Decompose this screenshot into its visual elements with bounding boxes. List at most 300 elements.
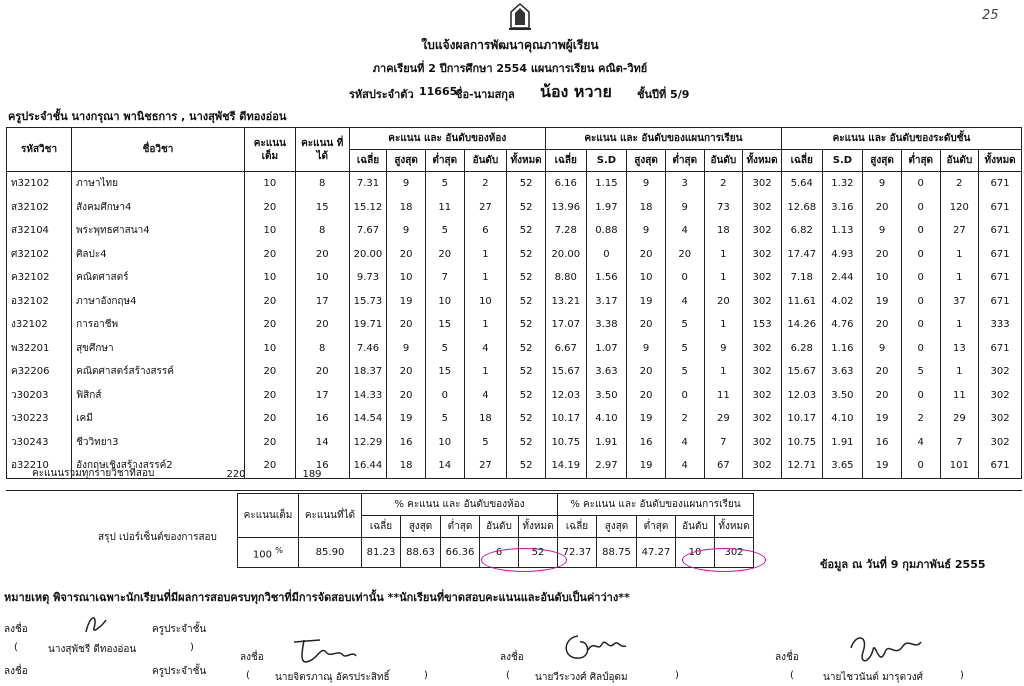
score-cell: 4 xyxy=(464,337,507,361)
subject-name: ฟิสิกส์ xyxy=(72,384,245,408)
subject-name: พระพุทธศาสนา4 xyxy=(72,219,245,243)
score-cell: 1 xyxy=(704,243,743,267)
subject-name: ชีววิทยา3 xyxy=(72,431,245,455)
score-cell: 9 xyxy=(704,337,743,361)
term-line: ภาคเรียนที่ 2 ปีการศึกษา 2554 แผนการเรียน คณิต-วิทย์ xyxy=(372,62,648,75)
score-cell: 1 xyxy=(464,243,507,267)
score-cell: 0 xyxy=(901,454,940,478)
subject-code: อ32210 xyxy=(7,454,72,478)
score-cell: 1.32 xyxy=(822,172,863,196)
score-cell: 18 xyxy=(464,407,507,431)
score-cell: 5 xyxy=(425,407,464,431)
score-cell: 4 xyxy=(901,431,940,455)
subject-code: ท32102 xyxy=(7,172,72,196)
subject-name: สังคมศึกษา4 xyxy=(72,196,245,220)
score-cell: 20.00 xyxy=(349,243,387,267)
table-row xyxy=(7,172,1022,196)
table-row xyxy=(7,431,1022,455)
score-cell: 10 xyxy=(244,219,295,243)
score-cell: 52 xyxy=(507,196,546,220)
score-cell: 302 xyxy=(743,219,782,243)
score-cell: 18 xyxy=(704,219,743,243)
col-subject-code: รหัสวิชา xyxy=(7,128,72,172)
score-cell: 17.07 xyxy=(545,313,586,337)
sum-sub-rank: อันดับ xyxy=(676,516,715,538)
paren-close: ) xyxy=(424,670,428,681)
score-cell: 302 xyxy=(979,360,1022,384)
subject-code: ค32206 xyxy=(7,360,72,384)
score-cell: 2 xyxy=(464,172,507,196)
score-cell: 671 xyxy=(979,290,1022,314)
score-cell: 1.16 xyxy=(822,337,863,361)
score-cell: 10.17 xyxy=(781,407,822,431)
score-cell: 6.67 xyxy=(545,337,586,361)
subject-name: อังกฤษเชิงสร้างสรรค์2 xyxy=(72,454,245,478)
score-cell: 4.10 xyxy=(822,407,863,431)
sum-sub-min: ต่ำสุด xyxy=(441,516,480,538)
score-cell: 29 xyxy=(704,407,743,431)
score-cell: 9 xyxy=(627,219,666,243)
table-row xyxy=(7,454,1022,478)
highlight-circle-room xyxy=(481,548,567,572)
teacher-1: นางสุพัชรี ดีทองอ่อน xyxy=(48,644,137,655)
summary-group-room: % คะแนน และ อันดับของห้อง xyxy=(362,494,558,516)
score-cell: 1 xyxy=(940,243,979,267)
score-cell: 6.82 xyxy=(781,219,822,243)
score-cell: 6 xyxy=(464,219,507,243)
score-cell: 3.63 xyxy=(822,360,863,384)
score-cell: 13 xyxy=(940,337,979,361)
score-cell: 27 xyxy=(940,219,979,243)
score-cell: 20 xyxy=(244,454,295,478)
score-cell: 671 xyxy=(979,243,1022,267)
group-level: คะแนน และ อันดับของระดับชั้น xyxy=(781,128,1021,150)
summary-got-value: 85.90 xyxy=(299,538,362,568)
score-cell: 17.47 xyxy=(781,243,822,267)
sign-label: ลงชื่อ xyxy=(775,652,799,663)
score-cell: 15.67 xyxy=(781,360,822,384)
sum-sub-avg: เฉลี่ย xyxy=(558,516,597,538)
score-cell: 11 xyxy=(425,196,464,220)
teacher-4: นายไชวนันต์ มารุตวงศ์ xyxy=(823,672,924,683)
table-row xyxy=(7,219,1022,243)
subject-name: ภาษาไทย xyxy=(72,172,245,196)
score-cell: 671 xyxy=(979,454,1022,478)
score-cell: 4 xyxy=(665,290,704,314)
subject-name: ศิลปะ4 xyxy=(72,243,245,267)
sub-avg: เฉลี่ย xyxy=(545,150,586,172)
score-cell: 20 xyxy=(387,243,426,267)
sub-total: ทั้งหมด xyxy=(743,150,782,172)
sub-min: ต่ำสุด xyxy=(665,150,704,172)
table-row xyxy=(7,384,1022,408)
paren-open: ( xyxy=(246,670,250,681)
data-date: ข้อมูล ณ วันที่ 9 กุมภาพันธ์ 2555 xyxy=(820,558,986,571)
sub-max: สูงสุด xyxy=(387,150,426,172)
score-cell: 7.46 xyxy=(349,337,387,361)
score-cell: 302 xyxy=(979,384,1022,408)
score-cell: 14.26 xyxy=(781,313,822,337)
sum-sub-avg: เฉลี่ย xyxy=(362,516,401,538)
score-cell: 0 xyxy=(586,243,627,267)
col-got-score: คะแนน ที่ได้ xyxy=(295,128,349,172)
score-cell: 20 xyxy=(387,360,426,384)
room-max: 88.63 xyxy=(401,538,441,568)
score-cell: 52 xyxy=(507,407,546,431)
subject-name: เคมี xyxy=(72,407,245,431)
score-cell: 13.96 xyxy=(545,196,586,220)
score-cell: 20 xyxy=(627,243,666,267)
score-cell: 10 xyxy=(244,266,295,290)
score-cell: 20 xyxy=(425,243,464,267)
score-cell: 4.02 xyxy=(822,290,863,314)
score-cell: 1 xyxy=(940,360,979,384)
score-cell: 20 xyxy=(244,431,295,455)
score-cell: 52 xyxy=(507,313,546,337)
score-cell: 20 xyxy=(244,360,295,384)
score-cell: 2.97 xyxy=(586,454,627,478)
score-cell: 3.50 xyxy=(822,384,863,408)
score-cell: 52 xyxy=(507,219,546,243)
score-cell: 5 xyxy=(425,337,464,361)
highlight-circle-plan xyxy=(682,548,766,572)
score-cell: 37 xyxy=(940,290,979,314)
score-cell: 52 xyxy=(507,454,546,478)
score-cell: 4.10 xyxy=(586,407,627,431)
score-cell: 6.28 xyxy=(781,337,822,361)
sign-label: ลงชื่อ xyxy=(240,652,264,663)
score-cell: 2.44 xyxy=(822,266,863,290)
score-cell: 1.97 xyxy=(586,196,627,220)
subject-code: ว30203 xyxy=(7,384,72,408)
score-cell: 302 xyxy=(743,407,782,431)
signature-3 xyxy=(558,628,628,664)
score-cell: 0.88 xyxy=(586,219,627,243)
score-cell: 20 xyxy=(244,196,295,220)
subject-name: คณิตศาสตร์ xyxy=(72,266,245,290)
score-cell: 20 xyxy=(627,313,666,337)
subject-code: ส32102 xyxy=(7,196,72,220)
score-cell: 0 xyxy=(901,219,940,243)
score-cell: 1 xyxy=(704,313,743,337)
sub-rank: อันดับ xyxy=(940,150,979,172)
score-cell: 12.03 xyxy=(545,384,586,408)
score-cell: 9 xyxy=(863,337,902,361)
score-cell: 1 xyxy=(940,313,979,337)
score-cell: 16 xyxy=(627,431,666,455)
teacher-2: นายจิตรภาณุ อัครประสิทธิ์ xyxy=(275,672,390,683)
score-cell: 302 xyxy=(743,196,782,220)
score-cell: 1 xyxy=(704,266,743,290)
score-cell: 5 xyxy=(901,360,940,384)
sub-total: ทั้งหมด xyxy=(507,150,546,172)
subject-name: การอาชีพ xyxy=(72,313,245,337)
score-cell: 3.38 xyxy=(586,313,627,337)
score-cell: 52 xyxy=(507,360,546,384)
sum-sub-max: สูงสุด xyxy=(597,516,637,538)
score-cell: 153 xyxy=(743,313,782,337)
score-cell: 5 xyxy=(425,219,464,243)
score-cell: 7.31 xyxy=(349,172,387,196)
score-cell: 302 xyxy=(743,384,782,408)
plan-min: 47.27 xyxy=(637,538,676,568)
score-cell: 671 xyxy=(979,337,1022,361)
table-row xyxy=(7,196,1022,220)
score-cell: 302 xyxy=(743,243,782,267)
score-cell: 16 xyxy=(387,431,426,455)
score-cell: 3.16 xyxy=(822,196,863,220)
score-cell: 1 xyxy=(940,266,979,290)
signature-4 xyxy=(845,628,925,672)
score-cell: 52 xyxy=(507,384,546,408)
subject-code: ว30243 xyxy=(7,431,72,455)
score-cell: 20 xyxy=(627,384,666,408)
score-cell: 20 xyxy=(665,243,704,267)
score-cell: 20 xyxy=(244,243,295,267)
sum-sub-total: ทั้งหมด xyxy=(519,516,558,538)
score-cell: 52 xyxy=(507,290,546,314)
score-cell: 52 xyxy=(507,337,546,361)
score-cell: 4.93 xyxy=(822,243,863,267)
score-table xyxy=(6,127,1022,479)
teacher-3: นายวีระวงศ์ ศิลป์อุดม xyxy=(535,672,628,683)
score-cell: 1.13 xyxy=(822,219,863,243)
score-cell: 10 xyxy=(464,290,507,314)
score-cell: 18 xyxy=(627,196,666,220)
score-cell: 7.67 xyxy=(349,219,387,243)
score-cell: 17 xyxy=(295,384,349,408)
score-cell: 6.16 xyxy=(545,172,586,196)
score-cell: 19 xyxy=(627,407,666,431)
table-row xyxy=(7,290,1022,314)
sign-label: ลงชื่อ xyxy=(4,666,28,677)
score-cell: 20 xyxy=(863,243,902,267)
score-cell: 1 xyxy=(464,360,507,384)
score-cell: 1.07 xyxy=(586,337,627,361)
score-cell: 17 xyxy=(295,290,349,314)
score-cell: 0 xyxy=(901,290,940,314)
score-cell: 19 xyxy=(627,290,666,314)
score-cell: 1.91 xyxy=(586,431,627,455)
score-cell: 20 xyxy=(295,243,349,267)
score-cell: 19 xyxy=(863,290,902,314)
score-cell: 15 xyxy=(295,196,349,220)
sub-sd: S.D xyxy=(586,150,627,172)
score-cell: 1.91 xyxy=(822,431,863,455)
score-cell: 52 xyxy=(507,431,546,455)
score-cell: 20 xyxy=(863,313,902,337)
score-cell: 302 xyxy=(979,431,1022,455)
score-cell: 0 xyxy=(901,172,940,196)
score-cell: 9 xyxy=(627,337,666,361)
score-cell: 0 xyxy=(901,337,940,361)
score-cell: 15.12 xyxy=(349,196,387,220)
subject-code: ค32102 xyxy=(7,266,72,290)
sign-label: ลงชื่อ xyxy=(4,624,28,635)
score-cell: 9 xyxy=(863,219,902,243)
score-cell: 10 xyxy=(244,337,295,361)
score-cell: 20 xyxy=(863,196,902,220)
score-cell: 0 xyxy=(425,384,464,408)
score-cell: 302 xyxy=(743,266,782,290)
subject-name: ภาษาอังกฤษ4 xyxy=(72,290,245,314)
paren-open: ( xyxy=(790,670,794,681)
score-cell: 10 xyxy=(863,266,902,290)
table-row xyxy=(7,243,1022,267)
total-got: 189 xyxy=(302,469,322,480)
score-cell: 4 xyxy=(665,219,704,243)
score-cell: 14 xyxy=(425,454,464,478)
paren-open: ( xyxy=(506,670,510,681)
sub-total: ทั้งหมด xyxy=(979,150,1022,172)
score-cell: 9 xyxy=(665,196,704,220)
score-cell: 19 xyxy=(387,407,426,431)
score-cell: 11 xyxy=(704,384,743,408)
score-cell: 20 xyxy=(244,313,295,337)
score-cell: 9.73 xyxy=(349,266,387,290)
score-cell: 20 xyxy=(244,290,295,314)
student-id-label: รหัสประจำตัว xyxy=(349,88,414,101)
group-plan: คะแนน และ อันดับของแผนการเรียน xyxy=(545,128,781,150)
page-mark: 25 xyxy=(982,8,999,23)
score-cell: 5 xyxy=(464,431,507,455)
score-cell: 18 xyxy=(387,454,426,478)
sub-avg: เฉลี่ย xyxy=(349,150,387,172)
score-cell: 302 xyxy=(979,407,1022,431)
score-cell: 7 xyxy=(425,266,464,290)
score-cell: 5.64 xyxy=(781,172,822,196)
score-cell: 11 xyxy=(940,384,979,408)
total-full: 220 xyxy=(226,469,246,480)
score-cell: 0 xyxy=(901,196,940,220)
plan-avg: 72.37 xyxy=(558,538,597,568)
score-cell: 20 xyxy=(627,360,666,384)
paren-close: ) xyxy=(675,670,679,681)
score-cell: 9 xyxy=(863,172,902,196)
score-cell: 0 xyxy=(665,384,704,408)
score-cell: 4 xyxy=(665,431,704,455)
score-cell: 20 xyxy=(295,313,349,337)
score-cell: 14 xyxy=(295,431,349,455)
score-cell: 302 xyxy=(743,431,782,455)
score-cell: 14.54 xyxy=(349,407,387,431)
score-cell: 12.68 xyxy=(781,196,822,220)
score-cell: 9 xyxy=(387,172,426,196)
paren-close: ) xyxy=(960,670,964,681)
score-cell: 20 xyxy=(387,313,426,337)
divider xyxy=(6,490,1022,491)
score-cell: 20 xyxy=(863,384,902,408)
score-cell: 20 xyxy=(244,384,295,408)
score-cell: 671 xyxy=(979,196,1022,220)
score-cell: 101 xyxy=(940,454,979,478)
score-cell: 4 xyxy=(464,384,507,408)
score-cell: 19 xyxy=(863,407,902,431)
score-cell: 15.67 xyxy=(545,360,586,384)
score-cell: 5 xyxy=(665,313,704,337)
score-cell: 10 xyxy=(387,266,426,290)
sub-min: ต่ำสุด xyxy=(901,150,940,172)
score-cell: 52 xyxy=(507,172,546,196)
score-cell: 3.17 xyxy=(586,290,627,314)
score-cell: 2 xyxy=(665,407,704,431)
report-title: ใบแจ้งผลการพัฒนาคุณภาพผู้เรียน xyxy=(421,38,599,52)
score-cell: 333 xyxy=(979,313,1022,337)
sub-sd: S.D xyxy=(822,150,863,172)
score-cell: 8 xyxy=(295,219,349,243)
score-cell: 18.37 xyxy=(349,360,387,384)
score-cell: 16 xyxy=(295,407,349,431)
score-cell: 0 xyxy=(901,243,940,267)
score-cell: 20 xyxy=(244,407,295,431)
score-cell: 7.28 xyxy=(545,219,586,243)
paren-close: ) xyxy=(190,642,194,653)
score-cell: 20 xyxy=(704,290,743,314)
score-cell: 19 xyxy=(627,454,666,478)
score-cell: 0 xyxy=(901,266,940,290)
remark: หมายเหตุ พิจารณาเฉพาะนักเรียนที่มีผลการสอบครบทุกวิชาที่มีการจัดสอบเท่านั้น **นักเรียนที่ขาดสอบคะแนนและอันดับเป็นค่าว่าง** xyxy=(4,591,630,604)
score-cell: 5 xyxy=(425,172,464,196)
score-cell: 52 xyxy=(507,243,546,267)
homeroom-teachers: ครูประจำชั้น นางกรุณา พานิชธการ , นางสุพัชรี ดีทองอ่อน xyxy=(8,110,287,123)
score-cell: 8 xyxy=(295,172,349,196)
score-cell: 9 xyxy=(387,337,426,361)
table-row xyxy=(7,337,1022,361)
score-cell: 20 xyxy=(295,360,349,384)
signature-1 xyxy=(80,610,110,638)
summary-group-plan: % คะแนน และ อันดับของแผนการเรียน xyxy=(558,494,754,516)
subject-code: ส32104 xyxy=(7,219,72,243)
score-cell: 10.75 xyxy=(545,431,586,455)
paren-open: ( xyxy=(14,642,18,653)
score-cell: 14.33 xyxy=(349,384,387,408)
score-cell: 20.00 xyxy=(545,243,586,267)
score-cell: 1.56 xyxy=(586,266,627,290)
subject-code: ว30223 xyxy=(7,407,72,431)
table-row xyxy=(7,313,1022,337)
score-cell: 73 xyxy=(704,196,743,220)
score-cell: 302 xyxy=(743,172,782,196)
score-cell: 1.15 xyxy=(586,172,627,196)
score-cell: 671 xyxy=(979,219,1022,243)
score-cell: 15 xyxy=(425,313,464,337)
sub-max: สูงสุด xyxy=(627,150,666,172)
score-cell: 8.80 xyxy=(545,266,586,290)
score-cell: 9 xyxy=(627,172,666,196)
score-cell: 12.29 xyxy=(349,431,387,455)
score-cell: 10.17 xyxy=(545,407,586,431)
score-cell: 16 xyxy=(295,454,349,478)
group-room: คะแนน และ อันดับของห้อง xyxy=(349,128,545,150)
score-cell: 302 xyxy=(743,290,782,314)
score-cell: 15 xyxy=(425,360,464,384)
room-rank: 6 xyxy=(480,538,519,568)
col-subject-name: ชื่อวิชา xyxy=(72,128,245,172)
score-cell: 11.61 xyxy=(781,290,822,314)
score-cell: 15.73 xyxy=(349,290,387,314)
score-cell: 20 xyxy=(863,360,902,384)
student-name: น้อง หวาย xyxy=(540,82,612,101)
student-id: 11665 xyxy=(419,85,458,98)
score-cell: 8 xyxy=(295,337,349,361)
score-cell: 10 xyxy=(627,266,666,290)
homeroom-label: ครูประจำชั้น xyxy=(152,624,207,635)
subject-code: อ32102 xyxy=(7,290,72,314)
score-cell: 5 xyxy=(665,337,704,361)
score-cell: 13.21 xyxy=(545,290,586,314)
score-cell: 12.71 xyxy=(781,454,822,478)
score-cell: 2 xyxy=(901,407,940,431)
